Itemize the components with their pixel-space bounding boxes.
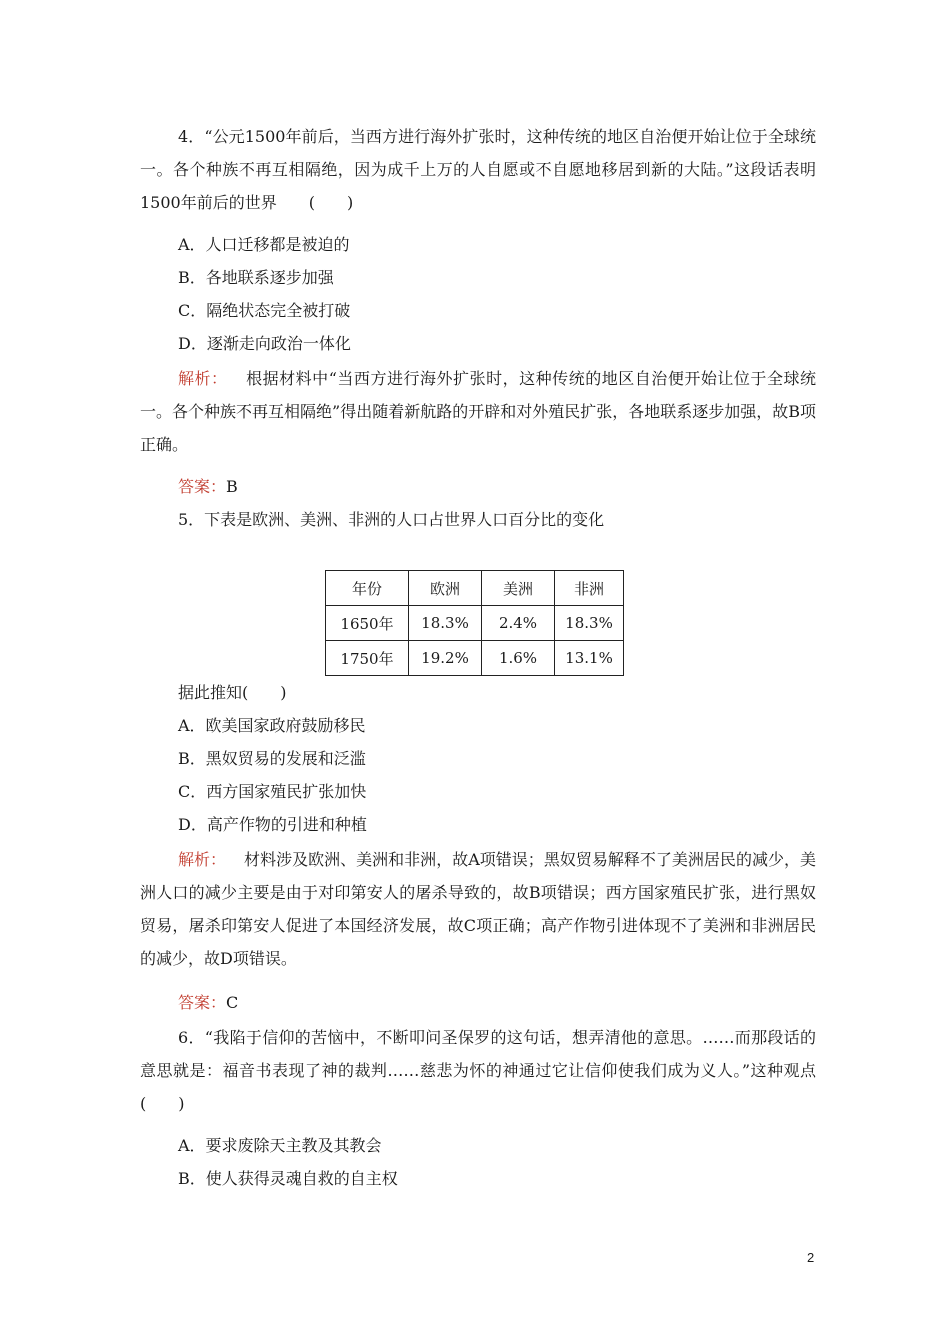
q4-answer-value: B: [226, 477, 238, 496]
q4-stem: 4．“公元1500年前后，当西方进行海外扩张时，这种传统的地区自治便开始让位于全球统一。各个种族不再互相隔绝，因为成千上万的人自愿或不自愿地移居到新的大陆。”这段话表明1500年前后的世界 ( ): [140, 127, 816, 212]
q4-option-a: A．人口迁移都是被迫的: [178, 235, 350, 254]
q4-analysis: [140, 362, 816, 461]
table-row: [326, 606, 624, 641]
table-header-cell: 非洲: [555, 571, 624, 606]
table-header-cell: 年份: [326, 571, 409, 606]
table-header-row: [326, 571, 624, 606]
q5-stem: 5．下表是欧洲、美洲、非洲的人口占世界人口百分比的变化: [178, 510, 605, 529]
table-header-cell: 美洲: [482, 571, 555, 606]
q5-answer-label: 答案：: [178, 993, 227, 1012]
q5-answer-value: C: [226, 993, 239, 1012]
q5-analysis-text: 材料涉及欧洲、美洲和非洲，故A项错误；黑奴贸易解释不了美洲居民的减少，美洲人口的减少主要是由于对印第安人的屠杀导致的，故B项错误；西方国家殖民扩张，进行黑奴贸易，屠杀印第安人促进了本国经济发展，故C项正确；高产作物引进体现不了美洲和非洲居民的减少，故D项错误。: [140, 850, 816, 968]
q4-option-b: B．各地联系逐步加强: [178, 268, 334, 287]
table-cell: 1650年: [326, 606, 409, 641]
q6-stem: 6．“我陷于信仰的苦恼中，不断叩问圣保罗的这句话，想弄清他的意思。……而那段话的意思就是：福音书表现了神的裁判……慈悲为怀的神通过它让信仰使我们成为义人。”这种观点( ): [140, 1028, 816, 1113]
table-cell: 19.2%: [409, 641, 482, 676]
population-table: [325, 570, 624, 676]
table-cell: 18.3%: [409, 606, 482, 641]
q5-option-d: D．高产作物的引进和种植: [178, 815, 367, 834]
table-cell: 1750年: [326, 641, 409, 676]
q5-option-c: C．西方国家殖民扩张加快: [178, 782, 367, 801]
q6-option-b: B．使人获得灵魂自救的自主权: [178, 1169, 398, 1188]
q4-option-c: C．隔绝状态完全被打破: [178, 301, 351, 320]
table-cell: 18.3%: [555, 606, 624, 641]
q5-answer: [178, 986, 238, 1019]
q5-option-b: B．黑奴贸易的发展和泛滥: [178, 749, 366, 768]
q4-answer: [178, 470, 238, 503]
q6-option-a: A．要求废除天主教及其教会: [178, 1136, 382, 1155]
table-cell: 1.6%: [482, 641, 555, 676]
q5-analysis: [140, 843, 816, 975]
q4-analysis-label: 解析：: [178, 369, 228, 388]
q5-analysis-label: 解析：: [178, 850, 227, 869]
q5-option-a: A．欧美国家政府鼓励移民: [178, 716, 366, 735]
table-header-cell: 欧洲: [409, 571, 482, 606]
q4-option-d: D．逐渐走向政治一体化: [178, 334, 351, 353]
q4-answer-label: 答案：: [178, 477, 227, 496]
table-row: [326, 641, 624, 676]
q4-analysis-text: 根据材料中“当西方进行海外扩张时，这种传统的地区自治便开始让位于全球统一。各个种族不再互相隔绝”得出随着新航路的开辟和对外殖民扩张，各地联系逐步加强，故B项正确。: [140, 369, 816, 454]
page-number: 2: [807, 1250, 815, 1265]
table-cell: 13.1%: [555, 641, 624, 676]
q5-prompt: 据此推知( ): [178, 683, 287, 702]
table-cell: 2.4%: [482, 606, 555, 641]
